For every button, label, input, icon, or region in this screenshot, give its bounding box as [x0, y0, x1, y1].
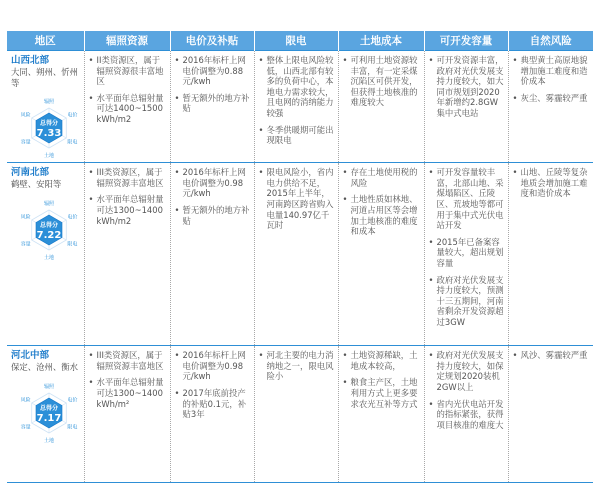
- natural-risk-list: [513, 55, 591, 103]
- curtailment-item: • 冬季供暖期可能出现限电: [259, 125, 335, 146]
- radar-axis-label: 土地: [43, 437, 55, 444]
- price-subsidy-cell: [170, 163, 254, 346]
- land-cost-cell: [338, 163, 424, 346]
- score-radar-chart: [17, 96, 81, 160]
- region-row: [7, 346, 593, 483]
- land-cost-cell: [338, 346, 424, 483]
- capacity-item: • 可开发资源丰富，政府对光伏发展支持力度较大，如大同市规划到2020年新增约2.8GW集中式电站: [429, 55, 505, 119]
- region-name: 河南北部: [11, 167, 50, 179]
- curtailment-cell: [254, 346, 338, 483]
- radiation-item: • 水平面年总辐射量可达1300~1400 kWh/m²: [89, 377, 167, 409]
- radar-axis-label: 土地: [43, 254, 55, 261]
- capacity-cell: [424, 346, 508, 483]
- capacity-item: • 省内光伏电站开发的指标紧张，获得项目核准的难度大: [429, 399, 505, 431]
- natural-risk-item: • 典型黄土高原地貌增加施工难度和造价成本: [513, 55, 591, 87]
- natural-risk-item: • 灰尘、雾霾较严重: [513, 93, 591, 104]
- radiation-cell: [84, 346, 170, 483]
- score-label: 总得分: [39, 404, 59, 412]
- price-subsidy-item: • 暂无额外的地方补贴: [175, 205, 251, 226]
- region-cell: [7, 51, 84, 163]
- curtailment-item: • 河北主要的电力消纳地之一，限电风险小: [259, 350, 335, 382]
- radar-axis-label: 限电: [67, 424, 78, 431]
- score-value: 7.33: [36, 128, 62, 140]
- land-cost-item: • 土地性质如林地、河道占用区等会增加土地核准的难度和成本: [343, 194, 421, 236]
- capacity-cell: [424, 163, 508, 346]
- radar-axis-label: 辐照: [43, 200, 55, 207]
- radiation-list: [89, 350, 167, 409]
- price-subsidy-item: • 2016年标杆上网电价调整为0.88元/kwh: [175, 55, 251, 87]
- curtailment-item: • 整体上限电风险较低，山西北部有较多的负荷中心，本地电力需求较大，且电网的消纳能力较强: [259, 55, 335, 119]
- score-label: 总得分: [39, 221, 59, 229]
- natural-risk-cell: [508, 163, 593, 346]
- capacity-item: • 2015年已备案容量较大，超出规划容量: [429, 237, 505, 269]
- radar-axis-label: 电价: [67, 214, 78, 221]
- price-subsidy-cell: [170, 51, 254, 163]
- land-cost-cell: [338, 51, 424, 163]
- radiation-item: • 水平面年总辐射量可达1400~1500 kWh/m2: [89, 93, 167, 125]
- land-cost-item: • 粮食主产区，土地利用方式上更多要求农光互补等方式: [343, 377, 421, 409]
- land-cost-list: [343, 167, 421, 237]
- curtailment-list: [259, 350, 335, 382]
- radar-axis-label: 限电: [67, 241, 78, 248]
- radar-axis-label: 辐照: [43, 99, 55, 106]
- score-value: 7.22: [36, 229, 62, 241]
- radar-axis-label: 限电: [67, 139, 78, 146]
- radar-axis-label: 辐照: [43, 383, 55, 390]
- curtailment-list: [259, 167, 335, 231]
- radiation-cell: [84, 51, 170, 163]
- radar-axis-label: 容量: [20, 424, 31, 431]
- land-cost-list: [343, 55, 421, 108]
- price-subsidy-list: [175, 167, 251, 226]
- price-subsidy-item: • 2016年标杆上网电价调整为0.98元/kwh: [175, 350, 251, 382]
- capacity-cell: [424, 51, 508, 163]
- curtailment-item: • 限电风险小，省内电力供给不足，2015年上半年，河南跨区跨省购入电量140.97亿千瓦时: [259, 167, 335, 231]
- region-cell: [7, 346, 84, 483]
- region-row: [7, 51, 593, 163]
- natural-risk-cell: [508, 346, 593, 483]
- natural-risk-item: • 风沙、雾霾较严重: [513, 350, 591, 361]
- natural-risk-cell: [508, 51, 593, 163]
- natural-risk-list: [513, 350, 591, 361]
- radar-axis-label: 风险: [20, 214, 31, 221]
- region-cities: 鹤壁、安阳等: [11, 179, 62, 190]
- price-subsidy-item: • 暂无额外的地方补贴: [175, 93, 251, 114]
- radiation-item: • 水平面年总辐射量可达1300~1400 kWh/m2: [89, 194, 167, 226]
- radar-axis-label: 风险: [20, 112, 31, 119]
- score-label: 总得分: [39, 120, 59, 128]
- region-cell: [7, 163, 84, 346]
- price-subsidy-list: [175, 55, 251, 114]
- radiation-list: [89, 55, 167, 125]
- region-name: 山西北部: [11, 55, 50, 66]
- radar-axis-label: 容量: [20, 241, 31, 248]
- header-natural-risk: 自然风险: [508, 31, 593, 51]
- radar-axis-label: 风险: [20, 397, 31, 404]
- capacity-list: [429, 55, 505, 119]
- capacity-list: [429, 167, 505, 327]
- header-row: [7, 31, 593, 51]
- region-row: [7, 163, 593, 346]
- capacity-item: • 政府对光伏发展支持力度较大，预测十三五期间，河南省剩余开发资源超过3GW: [429, 275, 505, 328]
- header-price: 电价及补贴: [170, 31, 254, 51]
- score-radar-chart: [17, 381, 81, 445]
- region-comparison-table: [7, 31, 593, 483]
- price-subsidy-item: • 2016年标杆上网电价调整为0.98元/kwh: [175, 167, 251, 199]
- radiation-item: • III类资源区，属于辐照资源丰富地区: [89, 350, 167, 371]
- radar-axis-label: 电价: [67, 397, 78, 404]
- radiation-list: [89, 167, 167, 226]
- radiation-item: • II类资源区，属于辐照资源很丰富地区: [89, 55, 167, 87]
- price-subsidy-list: [175, 350, 251, 420]
- curtailment-list: [259, 55, 335, 146]
- price-subsidy-cell: [170, 346, 254, 483]
- header-region: 地区: [7, 31, 84, 51]
- header-radiation: 辐照资源: [84, 31, 170, 51]
- header-curtailment: 限电: [254, 31, 338, 51]
- capacity-list: [429, 350, 505, 430]
- natural-risk-item: • 山地、丘陵等复杂地质会增加施工难度和造价成本: [513, 167, 591, 199]
- capacity-item: • 可开发容量较丰富，北部山地、采煤塌陷区、丘陵区、荒坡地等都可用于集中式光伏电站开发: [429, 167, 505, 231]
- capacity-item: • 政府对光伏发展支持力度较大，如保定规划2020装机2GW以上: [429, 350, 505, 392]
- land-cost-item: • 土地资源稀缺，土地成本较高，: [343, 350, 421, 371]
- price-subsidy-item: • 2017年底前投产的补贴0.1元，补贴3年: [175, 388, 251, 420]
- radar-axis-label: 电价: [67, 112, 78, 119]
- radiation-cell: [84, 163, 170, 346]
- score-value: 7.17: [36, 412, 62, 424]
- land-cost-list: [343, 350, 421, 409]
- radar-axis-label: 土地: [43, 153, 55, 160]
- radiation-item: • III类资源区，属于辐照资源丰富地区: [89, 167, 167, 188]
- radar-axis-label: 容量: [20, 139, 31, 146]
- score-radar-chart: [17, 198, 81, 262]
- region-cities: 保定、沧州、衡水: [11, 362, 78, 373]
- curtailment-cell: [254, 51, 338, 163]
- region-name: 河北中部: [11, 350, 50, 362]
- land-cost-item: • 可利用土地资源较丰富，有一定采煤沉陷区可供开发，但获得土地核准的难度较大: [343, 55, 421, 108]
- land-cost-item: • 存在土地使用税的风险: [343, 167, 421, 188]
- header-capacity: 可开发容量: [424, 31, 508, 51]
- header-land-cost: 土地成本: [338, 31, 424, 51]
- region-cities: 大同、朔州、忻州等: [11, 67, 78, 88]
- curtailment-cell: [254, 163, 338, 346]
- natural-risk-list: [513, 167, 591, 199]
